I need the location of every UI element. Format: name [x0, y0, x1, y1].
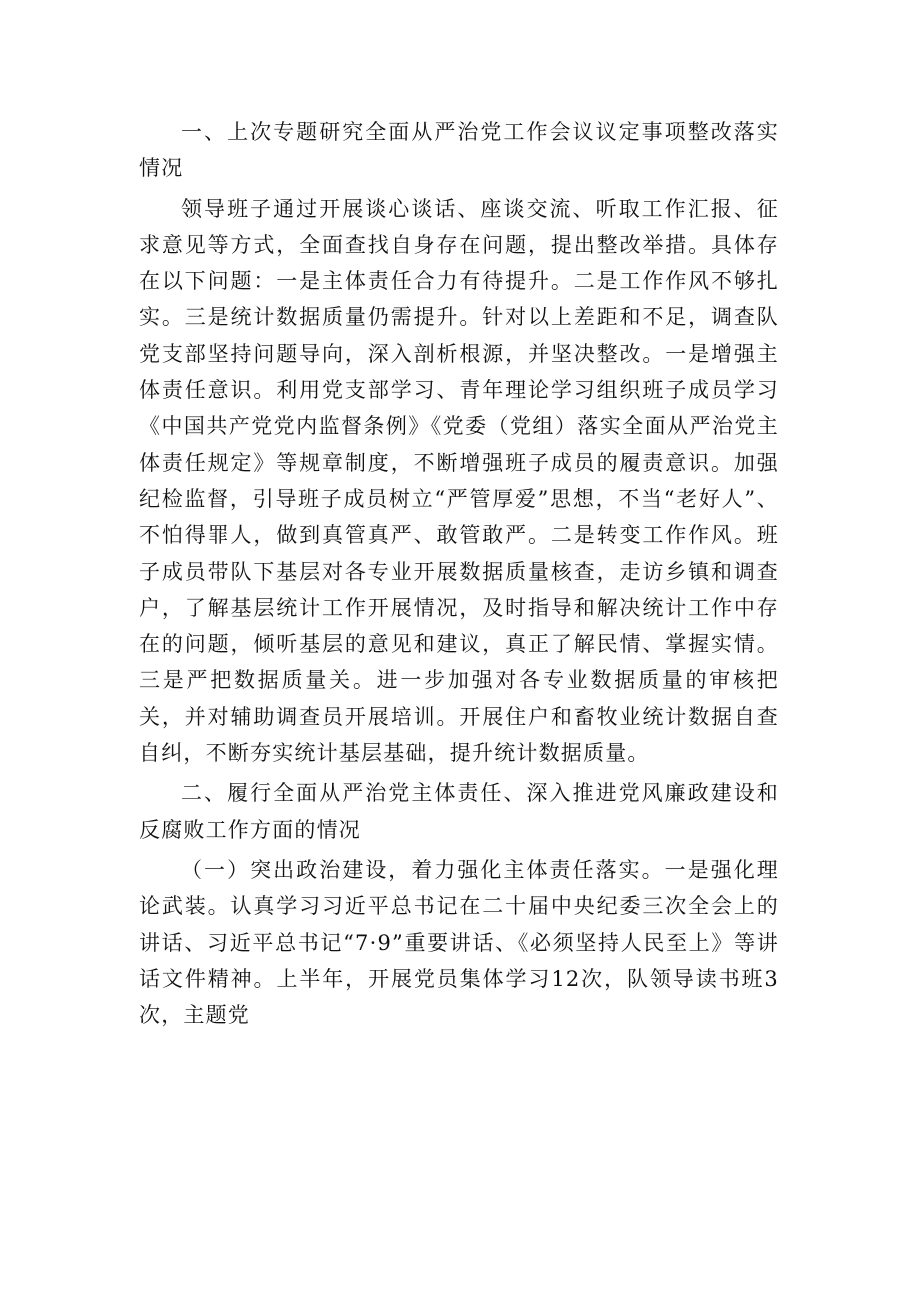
section-heading-1: 一、上次专题研究全面从严治党工作会议议定事项整改落实情况	[139, 120, 779, 181]
paragraph-rectification: 领导班子通过开展谈心谈话、座谈交流、听取工作汇报、征求意见等方式，全面查找自身存在问题，提出整改举措。具体存在以下问题：一是主体责任合力有待提升。二是工作作风不够扎实。三是统计数据质量仍需提升。针对以上差距和不足，调查队党支部坚持问题导向，深入剖析根源，并坚决整改。一是增强主体责任意识。利用党支部学习、青年理论学习组织班子成员学习《中国共产党党内监督条例》《党委（党组）落实全面从严治党主体责任规定》等规章制度，不断增强班子成员的履责意识。加强纪检监督，引导班子成员树立“严管厚爱”思想，不当“老好人”、不怕得罪人，做到真管真严、敢管敢严。二是转变工作作风。班子成员带队下基层对各专业开展数据质量核查，走访乡镇和调查户，了解基层统计工作开展情况，及时指导和解决统计工作中存在的问题，倾听基层的意见和建议，真正了解民情、掌握实情。三是严把数据质量关。进一步加强对各专业数据质量的审核把关，并对辅助调查员开展培训。开展住户和畜牧业统计数据自查自纠，不断夯实统计基层基础，提升统计数据质量。	[139, 196, 779, 766]
document-body	[139, 114, 779, 1033]
section-heading-2: 二、履行全面从严治党主体责任、深入推进党风廉政建设和反腐败工作方面的情况	[139, 781, 779, 842]
paragraph-political-building: （一）突出政治建设，着力强化主体责任落实。一是强化理论武装。认真学习习近平总书记在二十届中央纪委三次全会上的讲话、习近平总书记“7·9”重要讲话、《必须坚持人民至上》等讲话文件精神。上半年，开展党员集体学习12次，队领导读书班3次，主题党	[139, 857, 779, 1028]
